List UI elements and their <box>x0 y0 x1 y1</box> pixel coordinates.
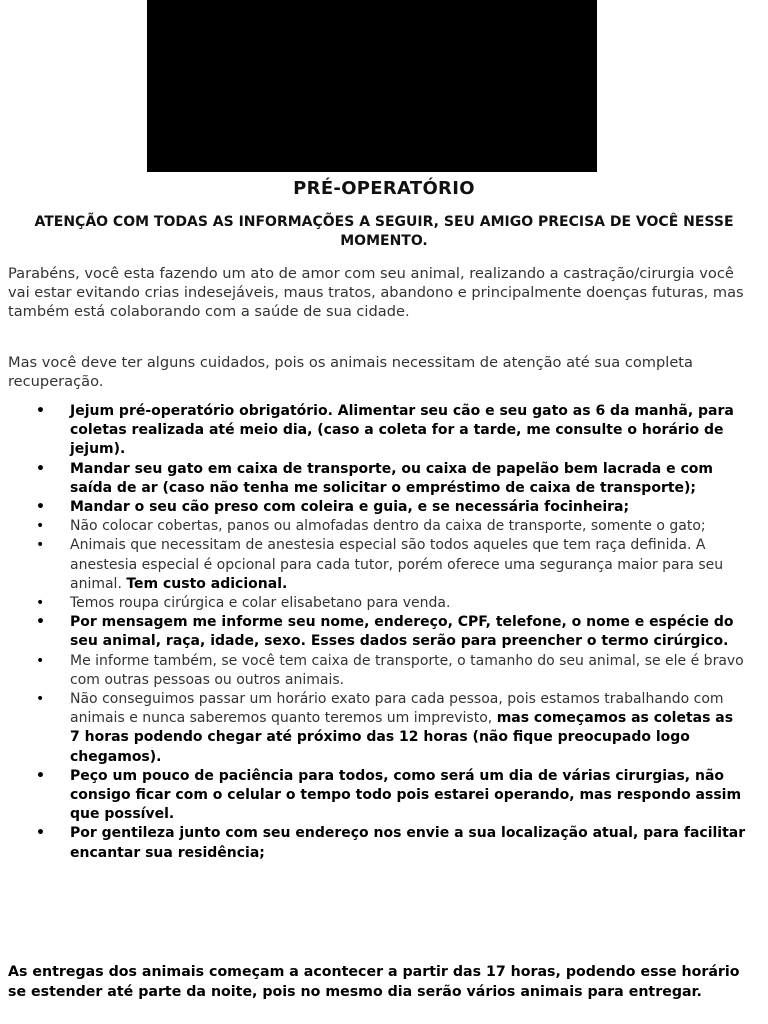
list-item-text: Não colocar cobertas, panos ou almofadas dentro da caixa de transporte, somente o gato; <box>70 518 706 535</box>
care-paragraph: Mas você deve ter alguns cuidados, pois os animais necessitam de atenção até sua completa recuperação. <box>8 354 693 391</box>
list-item-text: Mandar o seu cão preso com coleira e guia, e se necessária focinheira; <box>70 499 630 516</box>
list-item-text: Por mensagem me informe seu nome, endereço, CPF, telefone, o nome e espécie do seu animal, raça, idade, sexo. Esses dados serão para preencher o termo cirúrgico. <box>70 614 734 650</box>
list-item-patience <box>0 767 760 825</box>
instructions-list <box>0 402 760 863</box>
list-item-text: Jejum pré-operatório obrigatório. Alimentar seu cão e seu gato as 6 da manhã, para coletas realizada até meio dia, (caso a coleta for a tarde, me consulte o horário de jejum). <box>70 403 734 458</box>
redacted-image-block <box>147 0 597 172</box>
list-item-special-anesthesia <box>0 536 760 594</box>
list-item-text: Me informe também, se você tem caixa de transporte, o tamanho do seu animal, se ele é bravo com outras pessoas ou outros animais. <box>70 652 744 688</box>
closing-paragraph: As entregas dos animais começam a acontecer a partir das 17 horas, podendo esse horário se estender até parte da noite, pois no mesmo dia serão vários animais para entregar. <box>8 964 740 1000</box>
page-subtitle: ATENÇÃO COM TODAS AS INFORMAÇÕES A SEGUIR, SEU AMIGO PRECISA DE VOCÊ NESSE MOMENTO. <box>34 214 734 249</box>
list-item-location <box>0 824 760 862</box>
page-title: PRÉ-OPERATÓRIO <box>293 178 475 199</box>
list-item-personal-data <box>0 613 760 651</box>
list-item-text: Temos roupa cirúrgica e colar elisabetano para venda. <box>70 595 451 612</box>
list-item-emphasis: Tem custo adicional. <box>126 575 288 592</box>
list-item-transport-box-info <box>0 652 760 690</box>
list-item-no-blankets <box>0 517 760 536</box>
list-item-dog-leash <box>0 498 760 517</box>
list-item-text: Por gentileza junto com seu endereço nos envie a sua localização atual, para facilitar encantar sua residência; <box>70 825 746 861</box>
list-item-schedule <box>0 690 760 767</box>
list-item-surgical-clothing <box>0 594 760 613</box>
list-item-text: Mandar seu gato em caixa de transporte, ou caixa de papelão bem lacrada e com saída de ar (caso não tenha me solicitar o empréstimo de caixa de transporte); <box>70 460 713 496</box>
list-item-emphasis: mas começamos as coletas as 7 horas podendo chegar até próximo das 12 horas (não fique preocupado logo chegamos). <box>70 710 734 765</box>
list-item-text: Peço um pouco de paciência para todos, como será um dia de várias cirurgias, não consigo ficar com o celular o tempo todo pois estarei operando, mas respondo assim que possível. <box>70 767 742 823</box>
list-item-text: Animais que necessitam de anestesia especial são todos aqueles que tem raça definida. A anestesia especial é opcional para cada tutor, porém oferece uma segurança maior para seu animal. <box>70 537 724 592</box>
list-item-fasting <box>0 402 760 460</box>
list-item-cat-transport <box>0 460 760 498</box>
intro-paragraph: Parabéns, você esta fazendo um ato de amor com seu animal, realizando a castração/cirurgia você vai estar evitando crias indesejáveis, maus tratos, abandono e principalmente doenças futuras, mas também está colaborando com a saúde de sua cidade. <box>8 265 744 321</box>
list-item-text: Não conseguimos passar um horário exato para cada pessoa, pois estamos trabalhando com animais e nunca saberemos quanto teremos um imprevisto, <box>70 691 724 727</box>
